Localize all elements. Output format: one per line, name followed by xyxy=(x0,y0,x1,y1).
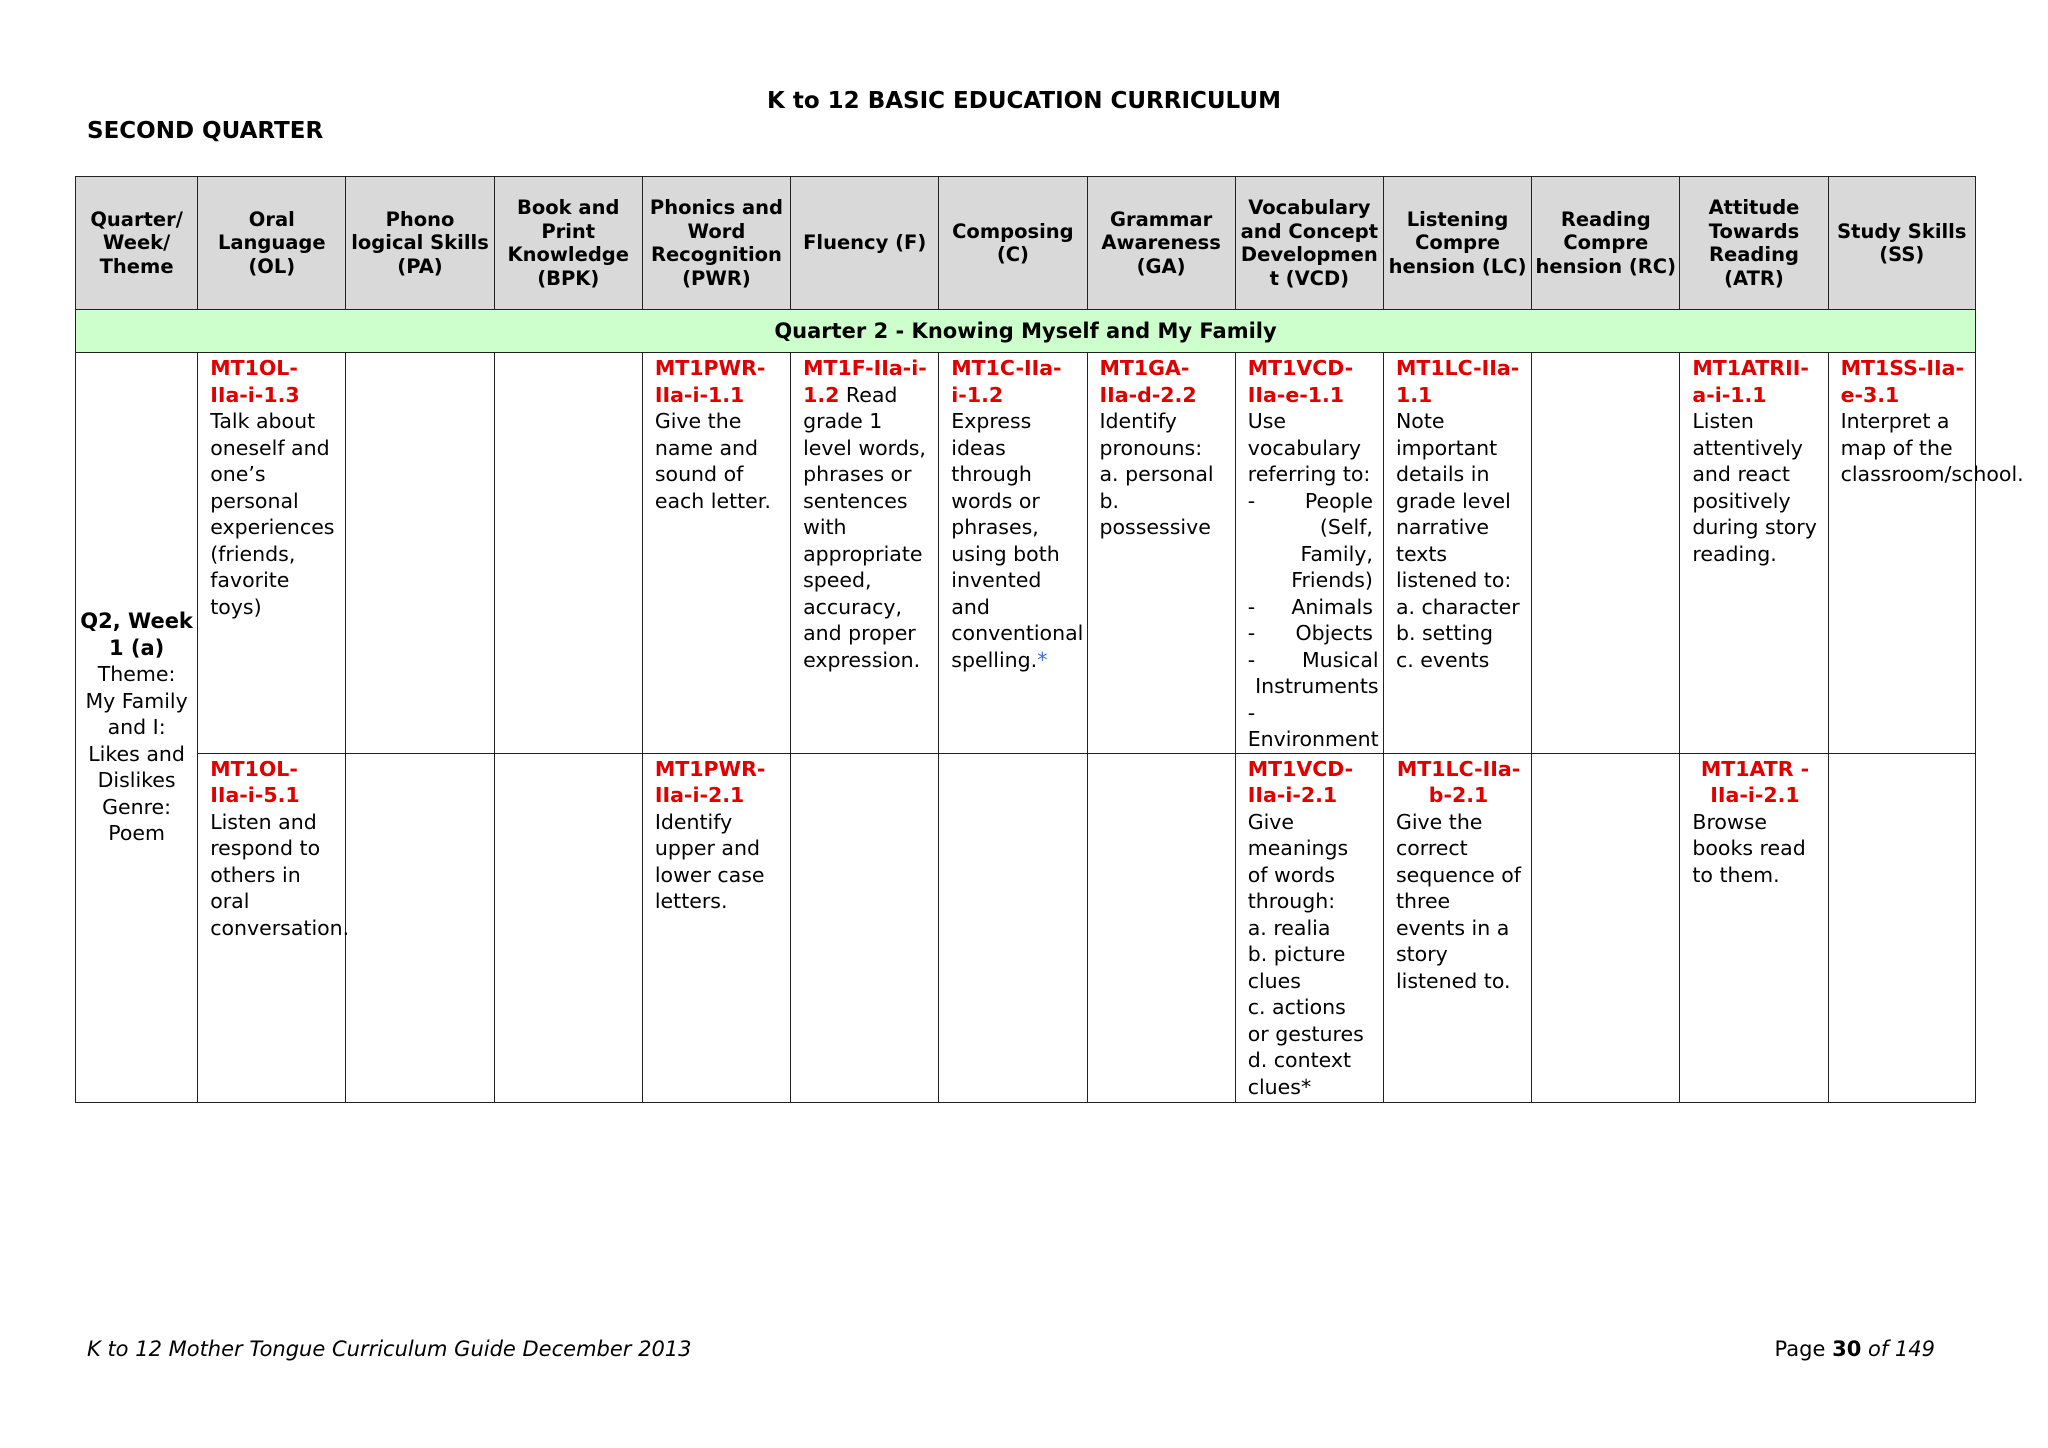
lc-cell xyxy=(1383,753,1531,1102)
page-indicator xyxy=(1775,1337,1935,1361)
ol-cell xyxy=(198,353,346,754)
ss-cell xyxy=(1828,753,1975,1102)
rc-cell xyxy=(1532,353,1680,754)
page-number: 30 xyxy=(1832,1337,1862,1361)
competency-code: MT1VCD-IIa-e-1.1 xyxy=(1247,356,1354,407)
competency-text: Interpret a map of the classroom/school. xyxy=(1840,409,2024,486)
header-cell: Quarter/ Week/ Theme xyxy=(76,177,198,310)
competency-text: Note important details in grade level narrative texts listened to: xyxy=(1395,409,1512,592)
competency-code: MT1GA-IIa-d-2.2 xyxy=(1099,356,1197,407)
list-item: b. setting xyxy=(1395,621,1494,645)
list-item: a. personal xyxy=(1099,462,1214,486)
header-cell: Study Skills (SS) xyxy=(1828,177,1975,310)
atr-cell xyxy=(1680,753,1828,1102)
list-item: - People (Self, Family, Friends) xyxy=(1247,488,1373,592)
list-item: b. picture clues xyxy=(1247,942,1346,993)
quarter-heading: SECOND QUARTER xyxy=(87,118,324,144)
rc-cell xyxy=(1532,753,1680,1102)
footer-guide-title: K to 12 Mother Tongue Curriculum Guide December 2013 xyxy=(87,1337,692,1361)
competency-code: MT1ATR -IIa-i-2.1 xyxy=(1700,756,1810,807)
header-cell: Grammar Awareness (GA) xyxy=(1087,177,1235,310)
quarter-band: Quarter 2 - Knowing Myself and My Family xyxy=(76,310,1976,353)
list-item: - Musical Instruments xyxy=(1247,647,1379,698)
competency-text: Express ideas through words or phrases, using both invented and conventional spelling. xyxy=(951,409,1084,672)
competency-code: MT1PWR-IIa-i-2.1 xyxy=(654,756,766,807)
f-cell xyxy=(791,753,939,1102)
header-cell: Composing (C) xyxy=(939,177,1087,310)
lc-cell xyxy=(1383,353,1531,754)
competency-code: MT1ATRII-a-i-1.1 xyxy=(1692,356,1809,407)
competency-code: MT1OL-IIa-i-5.1 xyxy=(210,756,300,807)
table-row xyxy=(76,353,1976,754)
quarter-band-row xyxy=(76,310,1976,353)
c-cell xyxy=(939,353,1087,754)
pa-cell xyxy=(346,753,494,1102)
atr-cell xyxy=(1680,353,1828,754)
list-item: b. possessive xyxy=(1099,488,1211,539)
competency-code: MT1OL-IIa-i-1.3 xyxy=(210,356,300,407)
competency-text: Listen attentively and react positively during story reading. xyxy=(1692,409,1817,566)
pwr-cell xyxy=(642,753,790,1102)
header-cell: Fluency (F) xyxy=(791,177,939,310)
competency-code: MT1VCD-IIa-i-2.1 xyxy=(1247,756,1354,807)
header-cell: Reading Compre hension (RC) xyxy=(1532,177,1680,310)
header-row xyxy=(76,177,1976,310)
competency-code: MT1F-IIa-i-1.2 xyxy=(803,356,927,407)
competency-code: MT1PWR-IIa-i-1.1 xyxy=(654,356,766,407)
pa-cell xyxy=(346,353,494,754)
list-item: a. character xyxy=(1395,594,1520,619)
competency-text: Use vocabulary referring to: xyxy=(1247,409,1371,486)
table-row xyxy=(76,753,1976,1102)
header-cell: Book and Print Knowledge (BPK) xyxy=(494,177,642,310)
competency-text: Identify pronouns: xyxy=(1099,409,1203,460)
list-item: c. events xyxy=(1395,647,1490,672)
curriculum-table xyxy=(75,176,2024,1103)
list-item-text: People (Self, Family, Friends) xyxy=(1291,488,1373,592)
header-cell: Oral Language (OL) xyxy=(198,177,346,310)
competency-text: Give meanings of words through: xyxy=(1247,809,1349,913)
competency-text: Give the name and sound of each letter. xyxy=(654,409,771,513)
competency-text: Listen and respond to others in oral conversation. xyxy=(210,809,350,940)
pwr-cell xyxy=(642,353,790,754)
competency-text: Give the correct sequence of three events in a story listened to. xyxy=(1395,809,1521,993)
theme-label: Theme: My Family and I: Likes and Dislikes Genre: Poem xyxy=(85,662,188,845)
list-item: - Environment xyxy=(1247,700,1379,751)
asterisk-mark: * xyxy=(1037,647,1048,672)
list-item-text: Objects xyxy=(1295,621,1373,645)
vcd-cell xyxy=(1235,753,1383,1102)
header-cell: Phono logical Skills (PA) xyxy=(346,177,494,310)
vcd-cell xyxy=(1235,353,1383,754)
list-item: - Animals xyxy=(1247,594,1373,619)
week-theme-cell xyxy=(76,353,198,1103)
ga-cell xyxy=(1087,753,1235,1102)
page-total: of 149 xyxy=(1868,1337,1935,1361)
c-cell xyxy=(939,753,1087,1102)
ol-cell xyxy=(198,753,350,1102)
list-item: a. realia xyxy=(1247,915,1331,940)
competency-text: Read grade 1 level words, phrases or sentences with appropriate speed, accuracy, and proper expression. xyxy=(803,382,926,672)
header-cell: Listening Compre hension (LC) xyxy=(1383,177,1531,310)
list-item: d. context clues* xyxy=(1247,1048,1352,1099)
bpk-cell xyxy=(494,353,642,754)
bpk-cell xyxy=(494,753,642,1102)
week-label: Q2, Week 1 (a) xyxy=(80,609,193,660)
page-prefix: Page xyxy=(1774,1337,1826,1361)
ga-cell xyxy=(1087,353,1235,754)
header-cell: Vocabulary and Concept Developmen t (VCD) xyxy=(1235,177,1383,310)
list-item: c. actions or gestures xyxy=(1247,995,1364,1046)
competency-code: MT1LC-IIa-1.1 xyxy=(1395,356,1520,407)
ss-cell xyxy=(1828,353,2024,754)
competency-text: Identify upper and lower case letters. xyxy=(654,809,765,913)
competency-text: Browse books read to them. xyxy=(1692,809,1806,887)
header-cell: Phonics and Word Recognition (PWR) xyxy=(642,177,790,310)
list-item-text: Animals xyxy=(1291,594,1373,619)
competency-code: MT1C-IIa-i-1.2 xyxy=(951,356,1062,407)
competency-text: Talk about oneself and one’s personal experiences (friends, favorite toys) xyxy=(210,409,335,619)
f-cell xyxy=(791,353,939,754)
competency-code: MT1SS-IIa-e-3.1 xyxy=(1840,356,1964,407)
competency-code: MT1LC-IIa-b-2.1 xyxy=(1396,756,1521,807)
list-item-text: Musical Instruments xyxy=(1255,647,1379,698)
list-item-text: Environment xyxy=(1247,727,1379,751)
header-cell: Attitude Towards Reading (ATR) xyxy=(1680,177,1828,310)
list-item: - Objects xyxy=(1247,621,1373,645)
document-title: K to 12 BASIC EDUCATION CURRICULUM xyxy=(767,88,1281,114)
